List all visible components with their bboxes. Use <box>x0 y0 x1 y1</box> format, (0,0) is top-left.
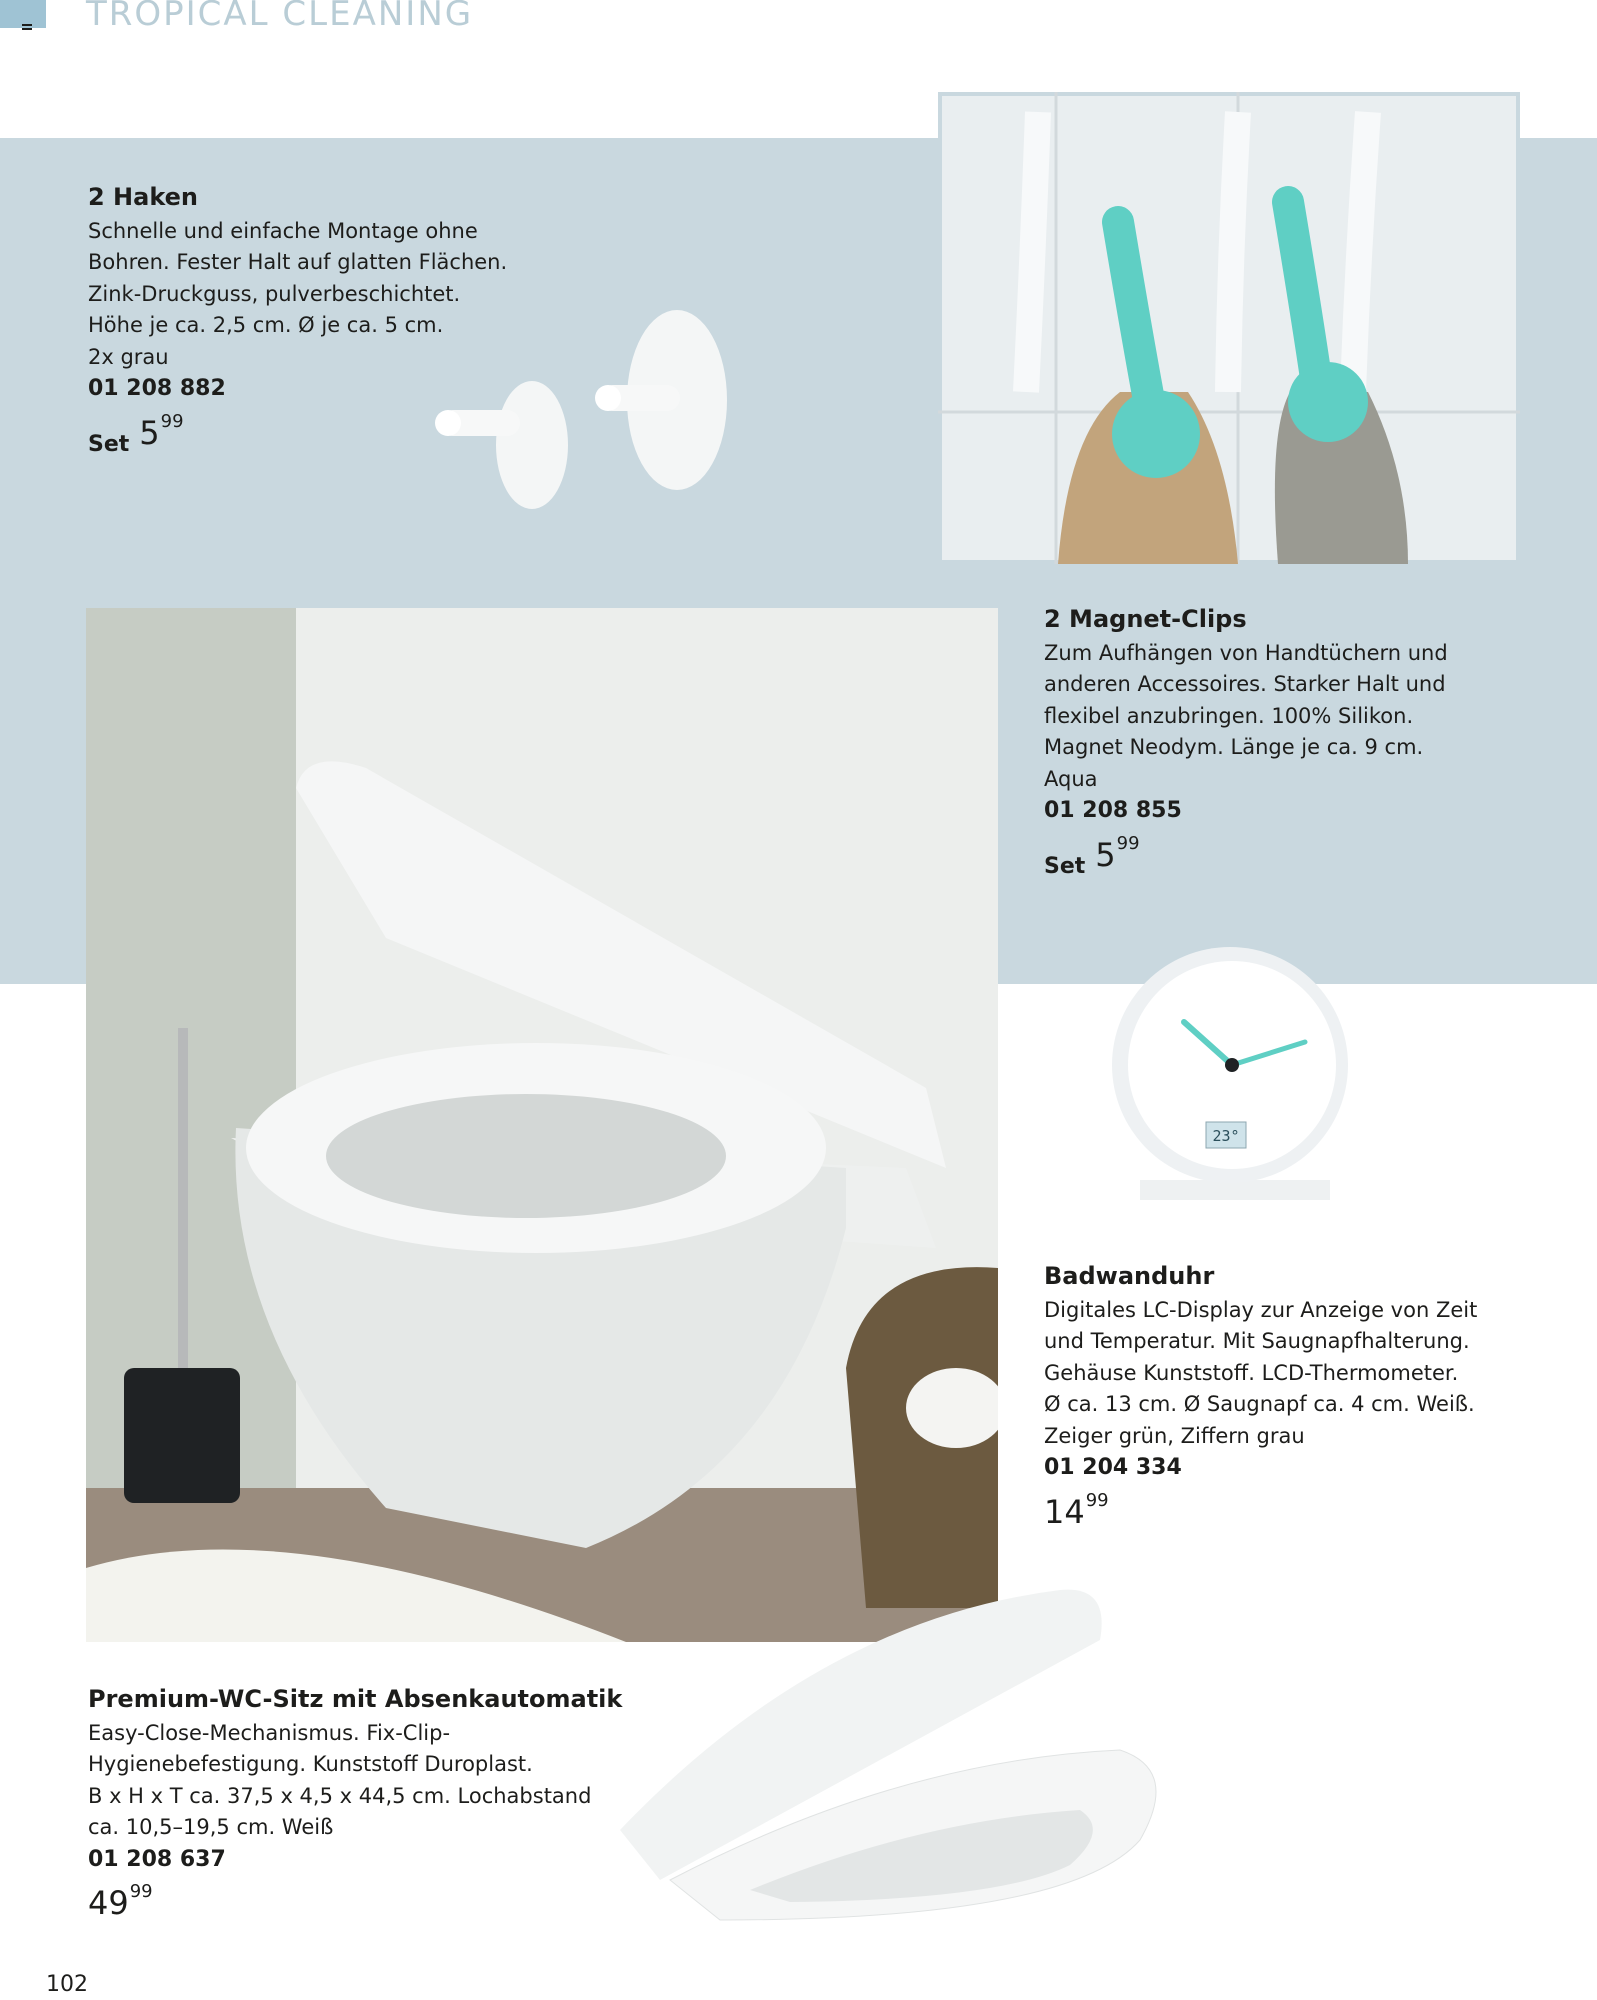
description-line: Aqua <box>1044 766 1098 791</box>
description-line: Zum Aufhängen von Handtüchern und <box>1044 640 1448 665</box>
toilet-photo <box>86 608 998 1642</box>
product-magnet-clips <box>1044 604 1544 882</box>
description-line: Easy-Close-Mechanismus. Fix-Clip- <box>88 1720 451 1745</box>
product-name: 2 Haken <box>88 183 199 211</box>
clock-lcd-display: 23° <box>1212 1127 1240 1145</box>
price-decimal: 99 <box>1116 832 1140 854</box>
product-haken <box>88 182 648 460</box>
description-line: Digitales LC-Display zur Anzeige von Zeit <box>1044 1297 1478 1322</box>
description-line: 2x grau <box>88 344 169 369</box>
price-integer: 5 <box>1095 835 1116 874</box>
description-line: Gehäuse Kunststoff. LCD-Thermometer. <box>1044 1360 1459 1385</box>
description-line: und Temperatur. Mit Saugnapfhalterung. <box>1044 1329 1470 1353</box>
price <box>1044 1490 1574 1534</box>
price-decimal: 99 <box>129 1881 153 1902</box>
description-line: Ø ca. 13 cm. Ø Saugnapf ca. 4 cm. Weiß. <box>1044 1392 1475 1416</box>
price-unit: Set <box>88 431 130 457</box>
price-decimal: 99 <box>1085 1489 1109 1511</box>
clock-photo <box>1110 930 1380 1220</box>
product-name: Badwanduhr <box>1044 1262 1215 1290</box>
article-number: 01 208 882 <box>88 376 226 401</box>
description-line: Bohren. Fester Halt auf glatten Flächen. <box>88 250 508 274</box>
description-line: Magnet Neodym. Länge je ca. 9 cm. <box>1044 735 1424 759</box>
description-line: Zink-Druckguss, pulverbeschichtet. <box>88 281 461 306</box>
product-badwanduhr <box>1044 1261 1574 1534</box>
magnet-clips-photo <box>938 92 1520 564</box>
section-title: TROPICAL CLEANING <box>86 0 474 34</box>
price-integer: 5 <box>139 413 160 452</box>
article-number: 01 208 855 <box>1044 798 1182 823</box>
price <box>88 1881 648 1925</box>
product-name: 2 Magnet-Clips <box>1044 605 1247 633</box>
description-line: ca. 10,5–19,5 cm. Weiß <box>88 1815 334 1839</box>
price-decimal: 99 <box>160 410 184 432</box>
price-integer: 49 <box>88 1884 129 1922</box>
description-line: Höhe je ca. 2,5 cm. Ø je ca. 5 cm. <box>88 313 444 337</box>
description-line: Hygienebefestigung. Kunststoff Duroplast. <box>88 1752 533 1776</box>
price <box>1044 833 1544 883</box>
product-name: Premium-WC-Sitz mit Absenkautomatik <box>88 1685 623 1713</box>
description-line: anderen Accessoires. Starker Halt und <box>1044 672 1446 696</box>
product-wc-sitz <box>88 1684 648 1925</box>
description-line: B x H x T ca. 37,5 x 4,5 x 44,5 cm. Lochabstand <box>88 1783 592 1808</box>
article-number: 01 208 637 <box>88 1846 226 1872</box>
description-line: Zeiger grün, Ziffern grau <box>1044 1423 1305 1448</box>
page-number: 102 <box>46 1972 88 1997</box>
article-number: 01 204 334 <box>1044 1455 1182 1480</box>
description-line: Schnelle und einfache Montage ohne <box>88 218 478 243</box>
price-integer: 14 <box>1044 1492 1085 1531</box>
price-unit: Set <box>1044 853 1086 879</box>
price <box>88 411 648 461</box>
description-line: flexibel anzubringen. 100% Silikon. <box>1044 703 1414 728</box>
wc-seat-photo <box>600 1580 1160 1930</box>
menu-lines-icon <box>22 24 32 32</box>
